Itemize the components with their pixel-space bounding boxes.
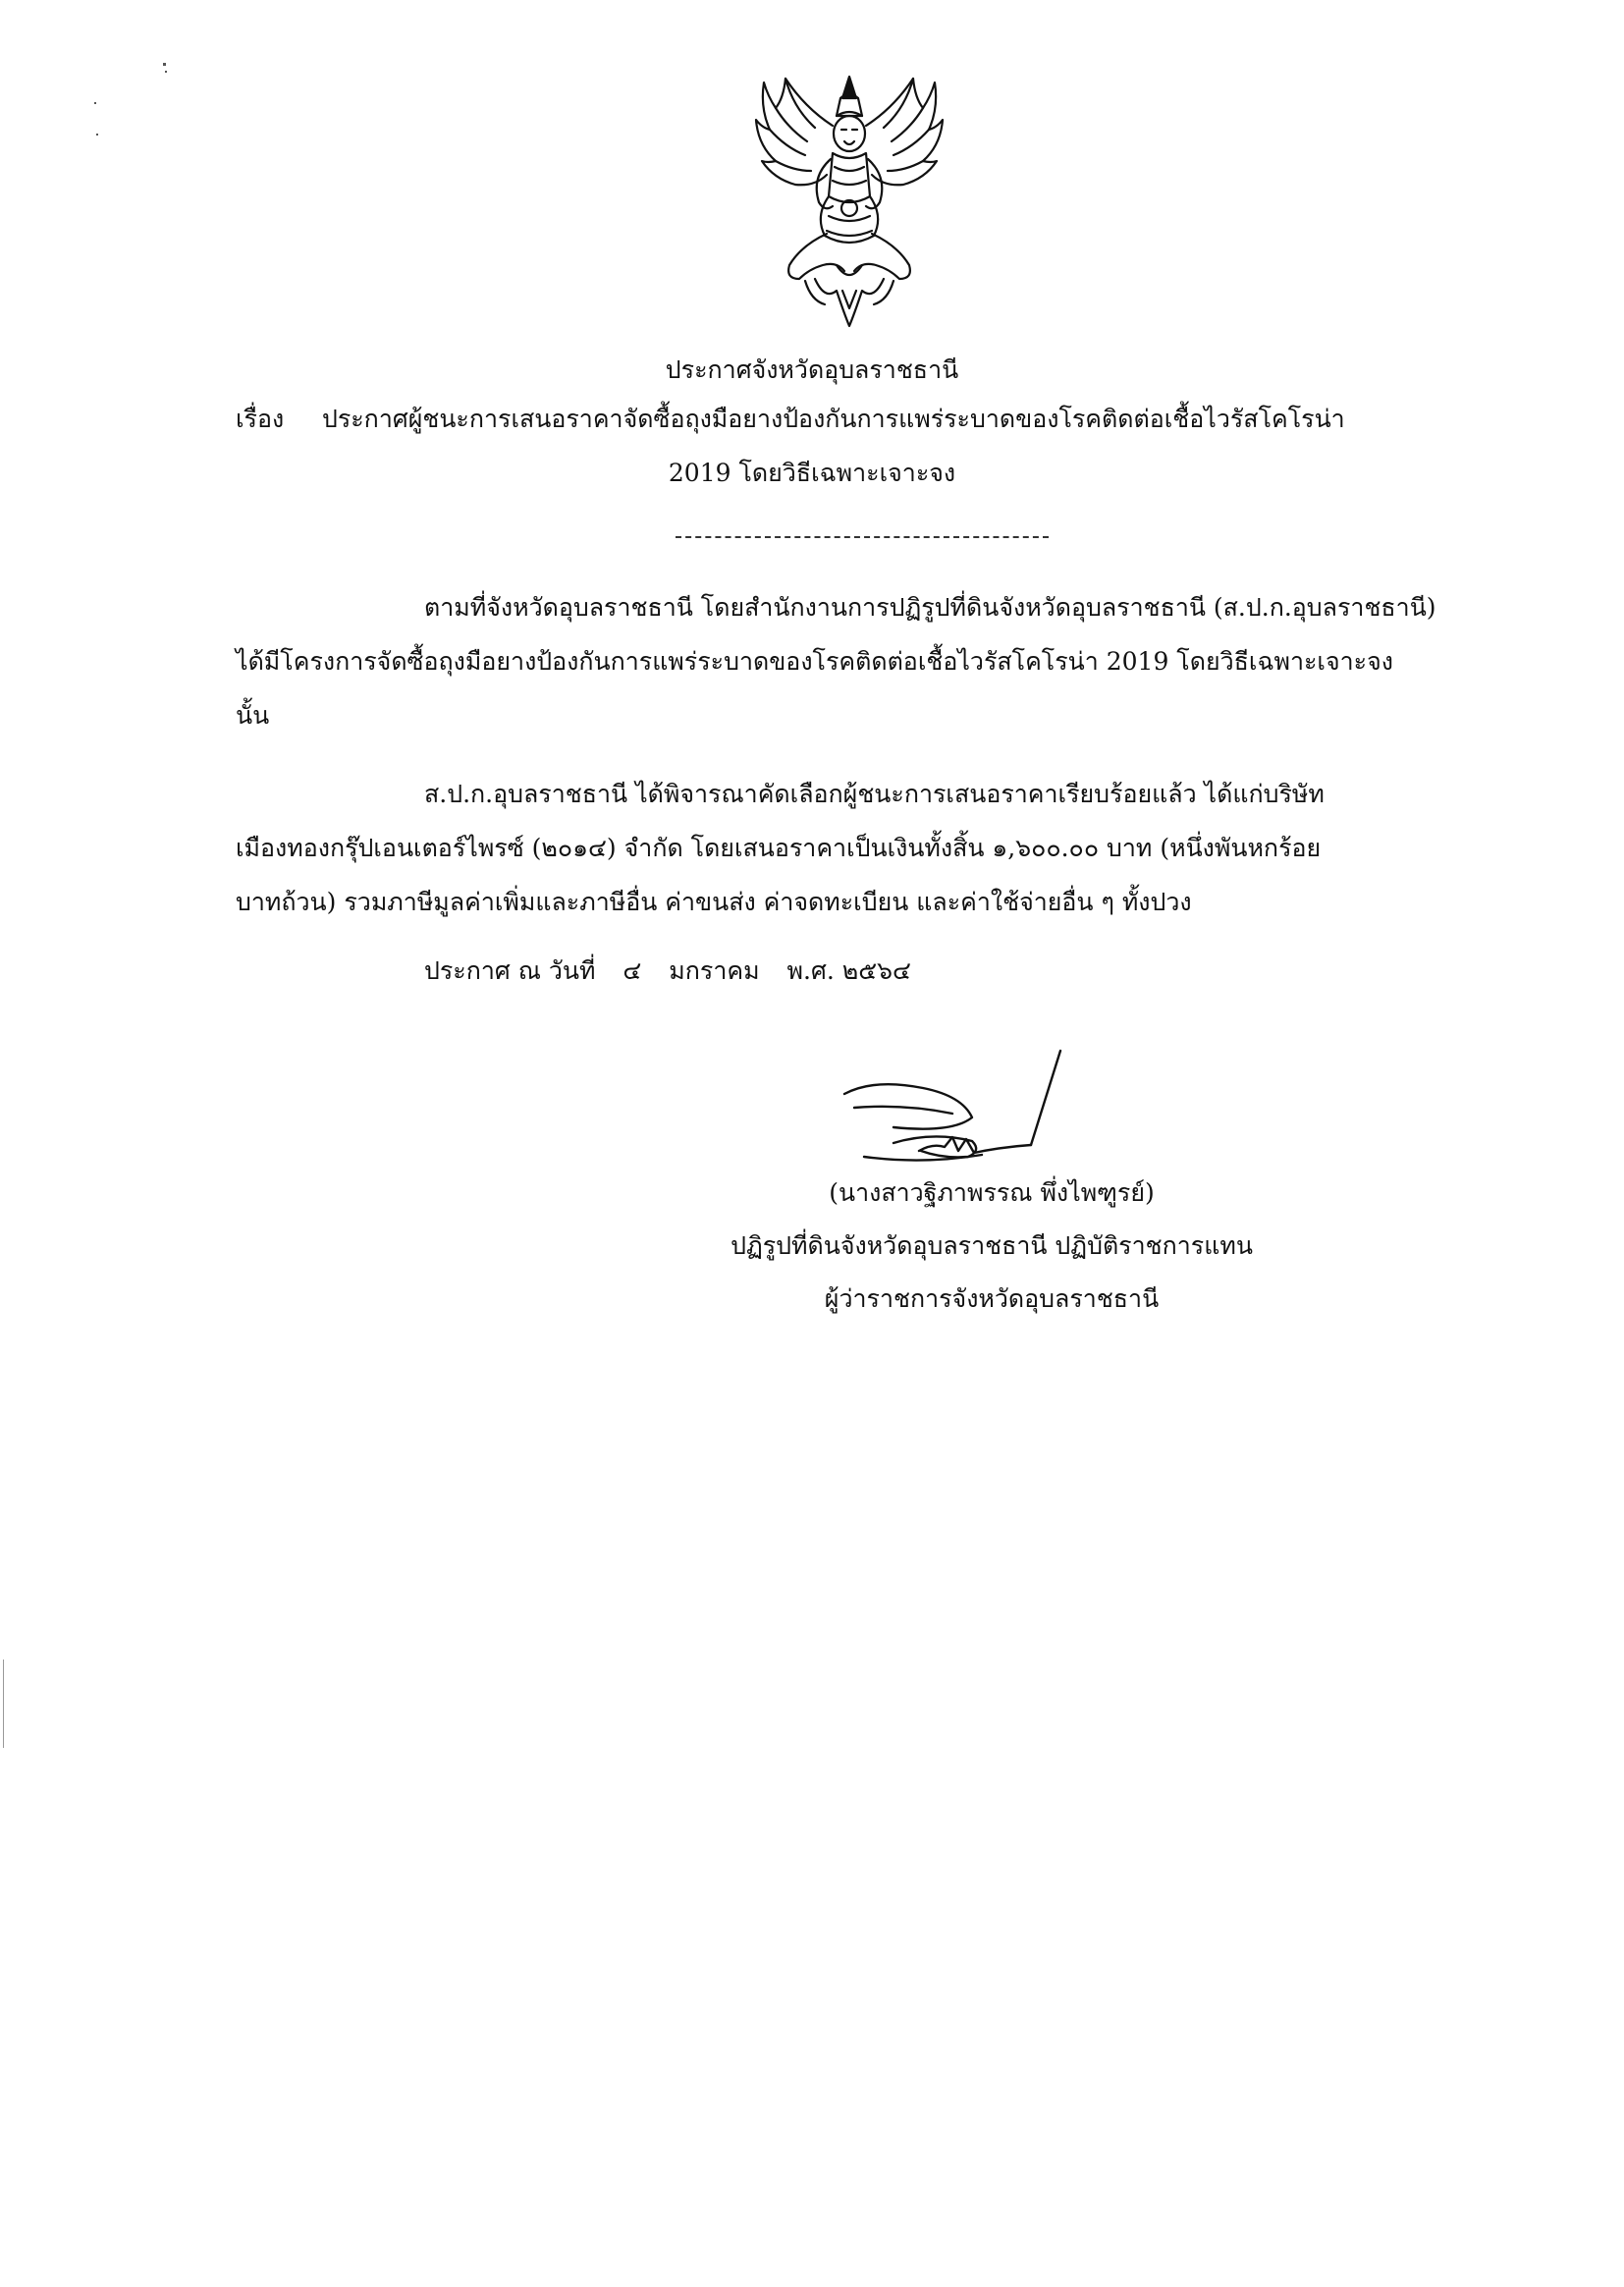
signatory-name: (นางสาวฐิภาพรรณ พึ่งไพฑูรย์) [829,1178,1155,1207]
scan-edge [3,1660,4,1748]
para1-line3: นั้น [236,701,270,730]
scan-speck [163,63,166,66]
scan-speck [96,134,98,136]
para1-line2: ได้มีโครงการจัดซื้อถุงมือยางป้องกันการแพร่ระบาดของโรคติดต่อเชื้อไวรัสโคโรน่า 2019 โดยวิธีเฉพาะเจาะจง [236,647,1393,676]
date-month: มกราคม [669,956,760,985]
handwritten-signature-icon [835,1049,1070,1176]
announcement-title: ประกาศจังหวัดอุบลราชธานี [665,355,959,384]
para2-line3: บาทถ้วน) รวมภาษีมูลค่าเพิ่มและภาษีอื่น ค่าขนส่ง ค่าจดทะเบียน และค่าใช้จ่ายอื่น ๆ ทั้งปวง [236,888,1192,916]
subject-line [236,403,1512,436]
date-day: ๔ [623,956,642,985]
subject-label: เรื่อง [236,405,285,433]
subject-text-continued: 2019 โดยวิธีเฉพาะเจาะจง [668,459,956,487]
subject-text: ประกาศผู้ชนะการเสนอราคาจัดซื้อถุงมือยางป้องกันการแพร่ระบาดของโรคติดต่อเชื้อไวรัสโคโรน่า [321,405,1345,433]
para2-line2: เมืองทองกรุ๊ปเอนเตอร์ไพรซ์ (๒๐๑๔) จำกัด โดยเสนอราคาเป็นเงินทั้งสิ้น ๑,๖๐๐.๐๐ บาท (หนึ่งพันหกร้อย [236,834,1322,862]
garuda-emblem-icon [746,69,952,334]
announcement-date [424,954,931,988]
para1-line1: ตามที่จังหวัดอุบลราชธานี โดยสำนักงานการปฏิรูปที่ดินจังหวัดอุบลราชธานี (ส.ป.ก.อุบลราชธานี) [424,593,1436,622]
signatory-position-line1: ปฏิรูปที่ดินจังหวัดอุบลราชธานี ปฏิบัติราชการแทน [731,1231,1253,1260]
para2-line1: ส.ป.ก.อุบลราชธานี ได้พิจารณาคัดเลือกผู้ชนะการเสนอราคาเรียบร้อยแล้ว ได้แก่บริษัท [424,780,1325,808]
signatory-position-line2: ผู้ว่าราชการจังหวัดอุบลราชธานี [824,1284,1160,1313]
date-prefix: ประกาศ ณ วันที่ [424,956,596,985]
date-year: พ.ศ. ๒๕๖๔ [786,956,911,985]
dashed-divider [676,536,1049,538]
scan-speck [165,71,167,73]
scan-speck [94,102,96,104]
